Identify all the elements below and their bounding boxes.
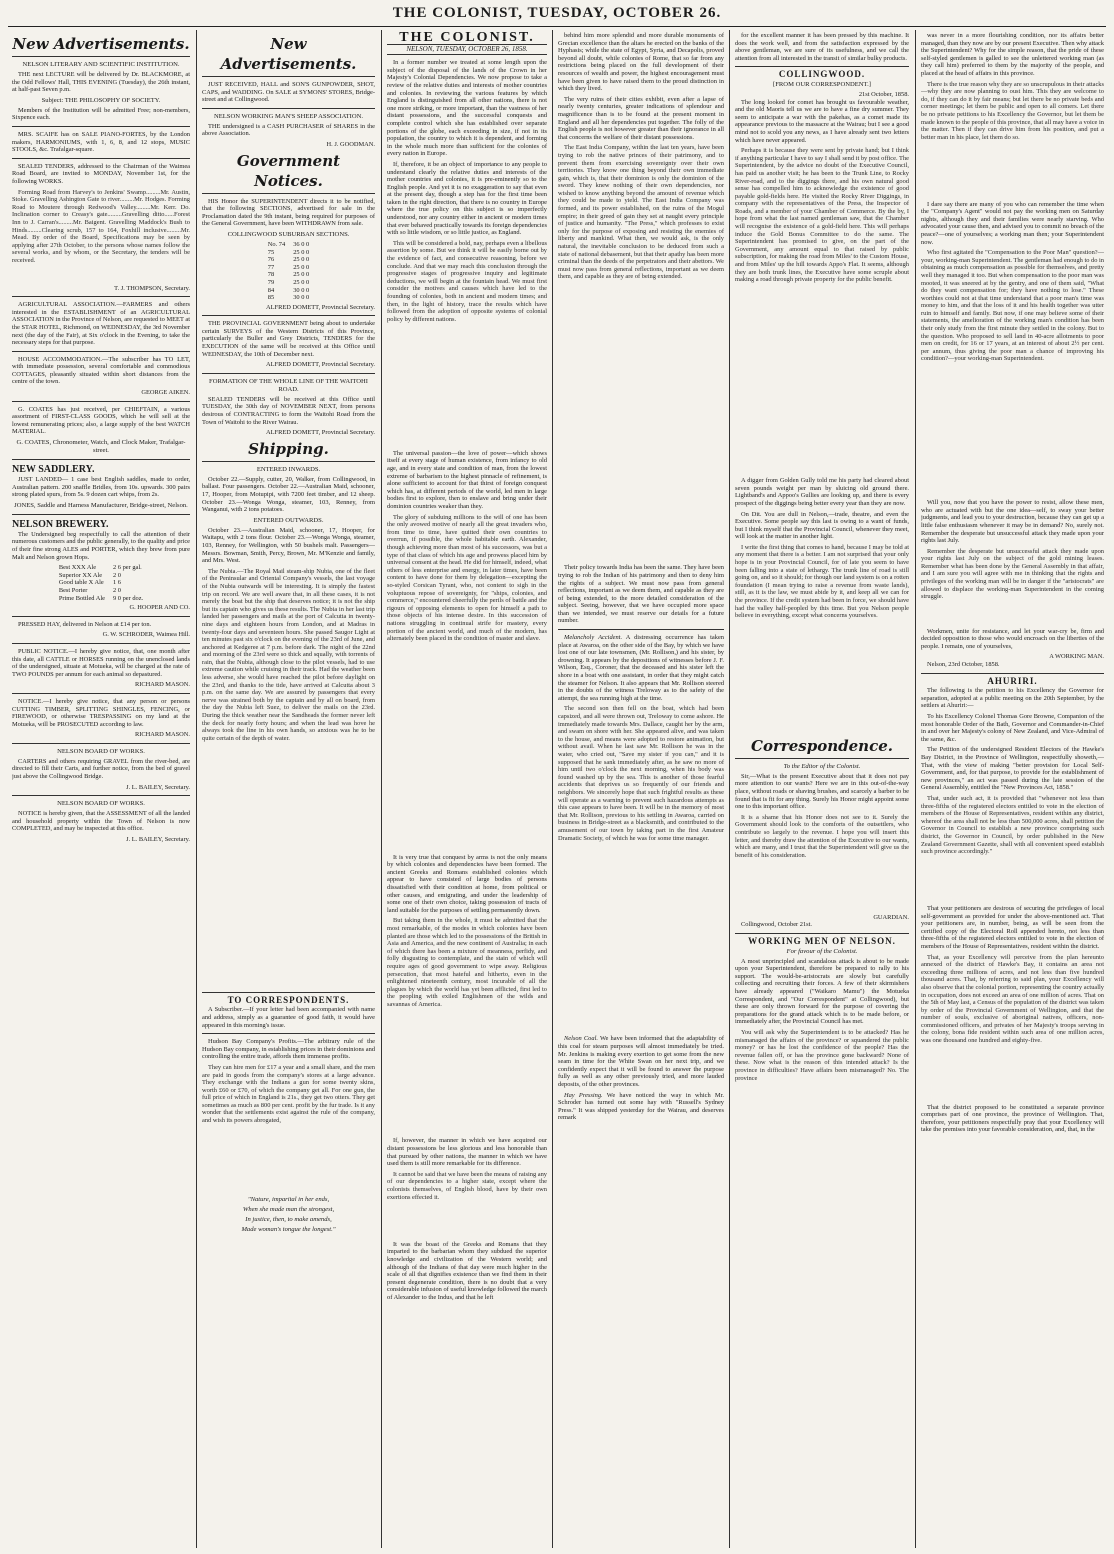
- ad-subject: Subject: THE PHILOSOPHY OF SOCIETY.: [41, 96, 161, 104]
- section-row: 76 25 0 0: [267, 256, 310, 264]
- divider: [921, 673, 1104, 674]
- ad-text: NOTICE.—I hereby give notice, that any person or persons CUTTING TIMBER, SPLITTING SHINGLES, FENCING, or FIREWOOD, or otherwise TRESPASSING on my land at the Motueka, will be PROSECUTED according to law.: [12, 697, 190, 728]
- column-rule: [915, 30, 916, 1548]
- correspondents-text: A Subscriber.—If your letter had been accompanied with name and address, simply as a guarantee of good faith, it would have appeared in this morning's issue.: [202, 1006, 375, 1029]
- filler-text: There is the true reason why they are so unscrupulous in their attacks—why they are now planning to oust him. This they are welcome to do, if they can do it by fair means; but let there be no private beds and corner meetings; let them be public and open to all comers. Let there be no private petitions to his Excellency the Governor, but let them be made known to the people of this province, that all may have a voice in the matter. Then if they can drive him from his position, and put a better man in his place, let them do so.: [921, 80, 1104, 141]
- column-5: [735, 32, 909, 1547]
- article-paragraph: To his Excellency Colonel Thomas Gore Browne, Companion of the most honorable Order of the Bath, Governor and Commander-in-Chief in and over her Majesty's colony of New Zealand, and Vice-Admiral of the same, &c.: [921, 713, 1104, 743]
- section-row: No. 74 36 0 0: [267, 240, 310, 248]
- divider: [12, 296, 190, 297]
- news-item-title: Nelson Coal.: [564, 1035, 598, 1043]
- column-2: [202, 32, 375, 1547]
- article-title: WORKING MEN OF NELSON.: [748, 936, 896, 947]
- article-paragraph: The long looked for comet has brought us favourable weather, and the old Maoris tell us we are to have a fine dry summer. They seem to anticipate a war with the pakehas, as a comet made its appearance previous to the massacre at the Wairau; but I see a good mind not to scold you any news, as I have already sent two letters which have never appeared.: [735, 98, 909, 144]
- shipping-text: October 23.—Australian Maid, schooner, 17, Hooper, for Waitapu, with 2 tons flour. October 23.—Wonga Wonga, steamer, 103, Renney, for Wellington, with 50 bushels malt. Passengers—Messrs. Bowman, Smith, Percy, Brown, Mr. M'Kenzie and family, and Mrs. West.: [202, 526, 375, 565]
- editorial-paragraph: The universal passion—the love of power—which shows itself at every stage of human existence, from infancy to old age, and in every state and condition of man, from the lowest extreme of barbarism to the highest pinnacle of refinement, is alone sufficient to account for that thirst of foreign conquest which has, at different periods of the world, led men in large bodies first to explore, then to enslave and bring under their dominion countries weaker than they.: [387, 449, 547, 510]
- article-paragraph: A digger from Golden Gully told me his party had cleared about seven pounds weight per man by sluicing old ground there. Lightband's and Appoo's Gullies are looking up, and there is every prospect of the diggings being better every year than they are now.: [735, 477, 909, 507]
- filler-text: Remember the desperate but unsuccessful attack they made upon your rights last July on the subject of the gold mining leases. Remember what has been done by the General Assembly in that affair, and I am sure you will agree with me in thinking that the rights and privileges of the working man will be in danger if the "aristocrats" are allowed to displace the working-man Superintendent in the coming struggle.: [921, 547, 1104, 601]
- ad-text: AGRICULTURAL ASSOCIATION.—FARMERS and others interested in the ESTABLISHMENT of an AGRICULTURAL ASSOCIATION in the Province of Nelson, are requested to MEET at the STAR HOTEL, Richmond, on WEDNESDAY, the 3rd November next (the day of the Fair), at Six o'clock in the Evening, to take the necessary steps for that purpose.: [12, 301, 190, 347]
- divider: [12, 643, 190, 644]
- paper-title: THE COLONIST.: [399, 32, 535, 45]
- news-item-text: for the excellent manner it has been pressed by this machine. It does the work well, and from the satisfaction expressed by the above gentleman, we are sure of its usefulness, and we call the attention from all interested in the transit of similar bulky products.: [735, 32, 909, 62]
- ad-text: PUBLIC NOTICE.—I hereby give notice, that, one month after this date, all CATTLE or HORSES running on the unenclosed lands of the undersigned, situate at Motueka, will be charged at the rate of TWO POUNDS per annum for each animal so depastured.: [12, 647, 190, 678]
- section-row: 84 30 0 0: [267, 286, 310, 294]
- ad-title: NELSON BOARD OF WORKS.: [57, 800, 145, 808]
- article-date: 21st October, 1858.: [858, 90, 909, 98]
- filler-text: I write the first thing that comes to hand, because I may be told at any moment that there is a better. I am not surprised that your only hope is in your Provincial Council, for of late you seem to have been falling into a state of lethargy. The trunk line of road is still going on, and so it should; for though our land system is on a rotten foundation (I mean trying to raise a revenue from waste lands), still, as it is the law, we must abide by it, and keep all we can for the province. If the credit system had been in force, we should have had the valley half-peopled by this time. But you Nelson people believe in everything, except what concerns yourselves.: [735, 543, 909, 620]
- ad-text: JUST RECEIVED, HALL and SON'S GUNPOWDER, SHOT, CAPS, and WADDING. On SALE at SYMONS' STORES, Bridge-street and at Collingwood.: [202, 81, 375, 104]
- price-row: Superior XX Ale 2 0: [58, 571, 121, 579]
- price-table: [55, 564, 147, 602]
- filler-text: That, under such act, it is provided that "whenever not less than three-fifths of the registered electors entitled to vote in the election of members of the House of Representatives, resident within any district, whereof the area shall not be less than 500,000 acres, shall petition the Governor in Council to establish a new province comprising such district, the Governor in Council, by order published in the New Zealand Government Gazette, shall with all convenient speed establish such province accordingly.": [921, 794, 1104, 856]
- letter-heading: To the Editor of the Colonist.: [783, 762, 861, 770]
- ad-text: THE next LECTURE will be delivered by Dr. BLACKMORE, at the Odd Fellows' Hall, THIS EVENING (Tuesday), the 26th instant, at half-past Seven p.m.: [12, 71, 190, 94]
- ad-title: NELSON BOARD OF WORKS.: [57, 747, 145, 755]
- signature: J. L. BAILEY, Secretary.: [126, 836, 190, 844]
- ad-text: Members of the Institution will be admitted Free; non-members, Sixpence each.: [12, 106, 190, 122]
- news-item-title: Hay Pressing.: [564, 1091, 603, 1099]
- column-rule: [381, 30, 382, 1548]
- price-row: Best Porter 2 0: [58, 586, 121, 594]
- price-row: Good table X Ale 1 6: [58, 579, 121, 587]
- filler-text: The East India Company, within the last ten years, have been trying to rob the native princes of their patrimony, and to prevent them from exercising sovereignty over their own territories. They know one thing beyond their own immediate gain, which is, that their dominion is only the dominion of the sword. They knew nothing of their own dependencies, nor wished to know anything beyond the amount of revenue which they could be made to yield. The East India Company was formed, and its power established, on the ruins of the Mogul empire; in their greed of gain they set at naught every principle of justice and humanity. "The Press," which professes to exist only for the purpose of exposing and resisting the enemies of liberty and mankind. What then, we would ask, is the only natural, the inevitable conclusion to be deduced from such a state of national debasement, but that their apathy has been more criminal than the deeds of the perpetrators and their abettors. We must now pass from general reflections, important as we deem them, and capable as they are of being extended.: [558, 144, 724, 281]
- ad-text: SEALED TENDERS, addressed to the Chairman of the Waimea Road Board, are invited to MONDAY, November 1st, for the following WORKS.: [12, 162, 190, 185]
- filler-text: That, as your Excellency will perceive from the plan hereunto annexed of the district of Hawke's Bay, it contains an area not exceeding three millions of acres, and not less than five hundred thousand acres. That, by referring to said plan, your Excellency will also observe that the colonial portion, representing the country actually in occupation, does not exceed an area of one million of acres. That on the 5th of May last, a Census of the population of the district was taken by order of the Provincial Government of Wellington, and that the number of souls, exclusive of aboriginal natives, officers, non-commissioned officers, and privates of her Majesty's troops serving in the colony, bona fide resident within such area of one million acres, was one thousand one hundred and eighty-five.: [921, 953, 1104, 1045]
- column-4: [558, 32, 724, 1547]
- signature: H. J. GOODMAN.: [326, 140, 375, 148]
- article-paragraph: On Dit. You are dull in Nelson,—trade, theatre, and even the Executive. Some people say this last is owing to a want of funds, but I think myself that the Provincial Council, whenever they meet, will look at the matter in another light.: [735, 510, 909, 541]
- filler-text: You will ask why the Superintendent is to be attacked? Has he mismanaged the affairs of the province? or squandered the public money? or has he lost the confidence of the people? Has the revenue fallen off, or has the province gone backward? None of these. Now what is the reason of this intended attack? Is the province in difficulties? Have affairs been mismanaged? No. The province: [735, 1028, 909, 1082]
- signature: ALFRED DOMETT, Provincial Secretary.: [266, 429, 375, 437]
- section-header: Government Notices.: [202, 151, 375, 194]
- divider: [558, 629, 724, 630]
- signature: T. J. THOMPSON, Secretary.: [114, 284, 190, 292]
- divider: [12, 616, 190, 617]
- column-rule: [729, 30, 730, 1548]
- letter-text: Workmen, unite for resistance, and let your war-cry be, firm and decided opposition to those who would encroach on the liberties of the people. I remain, one of yourselves,: [921, 627, 1104, 650]
- divider: [12, 459, 190, 460]
- column-1: [12, 32, 190, 1547]
- ad-text: HOUSE ACCOMMODATION.—The subscriber has TO LET, with immediate possession, several comfortable and commodious COTTAGES, pleasantly situated within short distances from the centre of the town.: [12, 355, 190, 386]
- divider: [202, 108, 375, 109]
- editorial-paragraph: behind him more splendid and more durable monuments of Grecian excellence than the altars he erected on the banks of the Hyphasis; while the state of Egypt, Syria, and Decapolis, proved beyond all doubt, while colonies of Rome, that so far from any restrictions being placed on the full development of their resources of wealth and power, the highest encouragement must have been given to have raised them to the proud distinction in which they lived.: [558, 32, 724, 93]
- correspondents-title: TO CORRESPONDENTS.: [227, 994, 350, 1005]
- editorial-paragraph: It was the boast of the Greeks and Romans that they imparted to the barbarian whom they subdued the superior knowledge and civilization of the Western world; and although of the Indians of that day were much higher in the scale of all that dignifies existence than we find them in their present degenerate condition, there is no doubt that a very considerable infusion of useful knowledge followed the march of Alexander to the Indus, and that he left: [387, 1240, 547, 1301]
- column-6: [921, 32, 1104, 1547]
- signature: A WORKING MAN.: [1049, 653, 1104, 661]
- ad-text: CARTERS and others requiring GRAVEL from the river-bed, are directed to fill their Carts, and further notice, from the bed of gravel just above the Collingwood Bridge.: [12, 757, 190, 781]
- signature: ALFRED DOMETT, Provincial Secretary.: [266, 303, 375, 311]
- article-paragraph: The Petition of the undersigned Resident Electors of the Hawke's Bay District, in the Province of Wellington, respectfully showeth,—That, with the view of making "better provision for Local Self-Government, and, for that purpose, to provide for the establishment of new provinces," an act was passed during the late session of the General Assembly, entitled the "New Provinces Act, 1858.": [921, 746, 1104, 792]
- signature: G. HOOPER AND CO.: [129, 604, 190, 612]
- filler-text: Perhaps it is because they were sent by private hand; but I think if anything particular I have to say I shall send it by post office. The Superintendent, by the advice no doubt of the Executive Council, has paid us another visit; he has been to the Trunk Line, to Rocky River-road, and to the diggings there, and his own natural good sense has compelled him to acknowledge the existence of good payable gold-fields here. He visited the Rocky River Diggings, in company with the representatives of the Press, the Inspector of Roads, and a member of your Chamber of Commerce. By the by, I hope from what the last named gentleman saw, that the Chamber will recognise the existence of a gold-field here. This will perhaps induce the Gold Bonus Committee to do the same. The Superintendent has promised to give, on the part of the Government, any amount equal to that raised by public subscription, for making the road from Miles' to the Custom House, and from Miles' up the hill towards Appo's Flat. It seems, although they are both trunk lines, the Executive have some scruple about making a road through private property for the public benefit.: [735, 147, 909, 284]
- news-item-text: We have been informed that the adaptability of this coal for steam purposes will almost immediately be tried. Mr. Jenkins is making every exertion to get some from the new seam in time for the White Swan on her next trip, and we confidently expect that it will be found to answer the purpose fully as well as any other previously tried, and more lauded deposits, of the other provinces.: [558, 1035, 724, 1088]
- editorial-paragraph: Their policy towards India has been the same. They have been trying to rob the Indian of his patrimony and then to deny him the rights of a subject. We must now pass from general reflections, important as we deem them, and capable as they are of being extended, to the more detailed consideration of the subject. Seeing, however, that we have occupied more space than we intended, we must reserve our details for a future number.: [558, 564, 724, 625]
- article-title: COLLINGWOOD.: [778, 69, 866, 80]
- filler-text: It cannot be said that we have been the means of raising any of our dependencies to a higher state, except where the colonists themselves, of English blood, have by their own exertions effected it.: [387, 1170, 547, 1201]
- letter-text: Sir,—What is the present Executive about that it does not pay more attention to our wants? Here we are in this out-of-the-way place, without roads or shaving brushes, and scarcely a barber to be found that is fit for any thing. Surely his Honor might appoint some one to this important office.: [735, 772, 909, 811]
- letter-date: Collingwood, October 21st.: [741, 921, 813, 929]
- ad-text: THE undersigned is a CASH PURCHASER of SHARES in the above Association.: [202, 122, 375, 138]
- column-rule: [552, 30, 553, 1548]
- ad-title: NELSON LITERARY AND SCIENTIFIC INSTITUTION.: [22, 61, 180, 68]
- divider: [735, 66, 909, 67]
- filler-text: Forming Road from Harvey's to Jenkins' Swamp.........Mr. Austin, Stoke. Gravelling Ashington Gate to river.........Mr. Hodges. Forming Road to Moutere through Redwood's Valley.........Mr. Kerr. Do. Inclination corner to Creasy's gate.........Gravelling ditto......Forest Inn to J. Carran's.........Mr. Baigent. Gravelling Maddock's Bush to Hinds.........Clearing scrub, 157 to 164, Foxhill inclusive.........Mr. Mead. By order of the Board, Specifications may be seen by applying after 27th October, to the persons whose names follow the several works, and by whom, or the Secretary, the tenders will be received.: [12, 188, 190, 264]
- notice-subtitle: COLLINGWOOD SUBURBAN SECTIONS.: [227, 230, 350, 238]
- letter-date: Nelson, 23rd October, 1858.: [927, 661, 1000, 669]
- divider: [735, 933, 909, 934]
- ad-text: PRESSED HAY, delivered in Nelson at £14 per ton.: [18, 620, 152, 628]
- article-paragraph: That your petitioners are desirous of securing the privileges of local self-government as provided for under the above-mentioned act. That your petitioners are, in number, being, as will be seen from the certified copy of the Electoral Roll appended hereto, not less than three-fifths of the registered electors entitled to vote in the election of members of the House of Representatives, resident within the district.: [921, 904, 1104, 950]
- shipping-subtitle: ENTERED OUTWARDS.: [253, 516, 324, 524]
- news-item-title: Melancholy Accident.: [564, 634, 623, 642]
- ad-title: NEW SADDLERY.: [12, 464, 95, 476]
- divider: [12, 401, 190, 402]
- ad-text: The Undersigned beg respectfully to call the attention of their numerous customers and the public generally, to the quality and price of their fine strong ALES and PORTER, which they brew from pure Malt and Nelson grown Hops.: [12, 530, 190, 561]
- divider: [202, 992, 375, 993]
- signature: G. W. SCHRODER, Waimea Hill.: [102, 631, 190, 639]
- article-text: Hudson Bay Company's Profits.—The arbitrary rule of the Hudson Bay company, in establishing prices in their dominions and controlling the entire trade, affords them immense profits.: [202, 1038, 375, 1061]
- filler-text: The glory of subduing millions to the will of one has been the only avowed motive of nearly all the great invaders who, from time to time, have quitted their own countries to overrun, if possible, the whole habitable earth. Alexander, though achieving more than most of his successors, was but a type of that class of which his age and prowess placed him by universal consent at the head. He did for himself, indeed, what others of less enterprise and energy, in later times, have been content to have done for them by delegation—excepting the so-styled Corsican Tyrant, who, not content to sigh in the voluptuous repose of sovereignty, for "ships, colonies, and commerce," encountered cheerfully the perils of battle and the rigours of opposing elements to open for himself a path to those objects of his intense desire. In this succession of nations struggling in continual strife for mastery, every portion of the ancient world, and much of the modern, has alternately been placed in the condition of master and slave.: [387, 513, 547, 643]
- notice-text: HIS Honor the SUPERINTENDENT directs it to be notified, that the following SECTIONS, advertised for sale in the Proclamation dated the 9th instant, being required for purposes of the General Government, have been WITHDRAWN from sale.: [202, 197, 375, 228]
- verse-line: In justice, then, to make amends,: [245, 1215, 332, 1223]
- notice-title: FORMATION OF THE WHOLE LINE OF THE WAITOHI ROAD.: [209, 377, 368, 393]
- filler-text: Who first agitated the "Compensation to the Poor Man" question?—your, working-man Superintendent. The gentleman had enough to do in obtaining as much compensation as possible for themselves, and pretty well they managed it too. But when compensation to the poor man was mooted, it was sneered at by the gentry, and one of them said, "What do they want compensation for; they have nothing to lose." These worthies could not at that time understand that a poor man's time was money to him, and that the loss of it and his health together was utter ruin to himself and family. But now, if one may believe some of their statements, the amelioration of the working man's condition has been their only study from the first minute they settled in the colony. But to the question. Who proposed to sell land in 40-acre allotments to poor men on credit, for 16 or 17 years, at an interest of about 2½ per cent. per annum, thus giving the poor man a chance of improving his condition?—your working-man Superintendent.: [921, 249, 1104, 363]
- letter-text: Will you, now that you have the power to resist, allow these men, who are actuated with but the one idea—self, to sway your better judgments, and lead you to your destruction, because they can get up a little false enthusiasm whenever it may be in demand? No, surely not. Remember the desperate but unsuccessful attack they made upon your rights last July.: [921, 499, 1104, 545]
- divider: [12, 126, 190, 127]
- section-header: New Advertisements.: [202, 34, 375, 77]
- filler-text: The second son then fell on the boat, which had been capsized, and all were thrown out, Treloway to come ashore. He immediately made towards Mrs. Dallace, caught her by the arm, and swam on shore with her. She appeared alive, and was taken to the house, and means were adopted to restore animation, but without avail. When he last saw Mr. Rollison he was in the water, who cried out, "Save my sister if you can," and it is supposed that he sank immediately after, as he saw no more of him until two o'clock the next morning, when his body was found washed up by the sea. This is another of those fearful accidents that deprives us so frequently of our friends and neighbors. We sincerely hope that such frightful results as these will operate as a warning to prevent such hazardous attempts as this case appears to have been. It will be in the memory of most that Mr. Rollison, previous to his settling in Awaroa, carried on business in Bridge-street as a blacksmith, and contributed to the amusement of our town by taking part in the first Amateur Dramatic Society, of which he was for some time manager.: [558, 705, 724, 842]
- section-header: New Advertisements.: [12, 34, 190, 57]
- signature: G. COATES, Chronometer, Watch, and Clock Maker, Trafalgar-street.: [16, 439, 186, 455]
- ad-text: NOTICE is hereby given, that the ASSESSMENT of all the landed and household property within the Town of Nelson is now COMPLETED, and may be inspected at this office.: [12, 810, 190, 833]
- signature: RICHARD MASON.: [134, 731, 190, 739]
- divider: [12, 158, 190, 159]
- article-subtitle: For favour of the Colonist.: [786, 947, 858, 955]
- divider: [202, 315, 375, 316]
- dateline: NELSON, TUESDAY, OCTOBER 26, 1858.: [387, 44, 547, 56]
- section-header: Correspondence.: [735, 736, 909, 759]
- filler-text: It is a shame that his Honor does not see to it. Surely the Government should look to the comforts of the outsettlers, who contribute so largely to the revenue. I hope you will insert this letter, and thereby draw the attention of the Executive to our wants, which are many, and I trust that the Superintendent will give us the benefit of his consideration.: [735, 813, 909, 859]
- filler-text: The Nubia.—The Royal Mail steam-ship Nubia, one of the fleet of the Peninsular and Oriental Company's vessels, the last voyage of the Nubia outwards will be interesting. It is simply the fastest trip on record. We are well aware that, in all these cases, it is not merely the boat but the ship that deserves notice; it is not the ship but its captain who gives us these results. The Nubia in her last trip landed her passengers and mails at the port of Calcutta in twenty-nine days and eighteen hours from London, and at Madras in twenty-four days and seventeen hours. She passed Saugor Light at ten minutes past six o'clock on the evening of the 23rd of June, and anchored at Kedgeree at 7 p.m. before dark. The night of the 22nd and morning of the 23rd were so thick and squally, with torrents of rain, that the Nubia, although close to the pilot vessels, had to use extreme caution while cruising in their track. Had the weather been less adverse, she would have reached the pilot before daylight on the 23rd, and thanks to the tide, have arrived at Calcutta about 3 p.m. on the same day. We are assured by passengers that every nerve was strained both by the captain and by all on board, from the day the Nubia left Suez, to deliver the mails on the 23rd. During the thick weather near the Sandheads the former never left the deck for nearly forty hours; and when the lead was hove he always took the line in his own hands, so anxious was he to be quite certain of the depth of water.: [202, 567, 375, 742]
- shipping-text: October 22.—Supply, cutter, 20, Walker, from Collingwood, in ballast. Four passengers. October 22.—Australian Maid, schooner, 17, Hooper, from Motupipi, with 7200 feet timber, and 12 sheep. October 23.—Wonga Wonga, steamer, 103, Renney, from Wanganui, with 2 tons potatoes.: [202, 475, 375, 514]
- letter-text: A most unprincipled and scandalous attack is about to be made upon your Superintendent, therefore be prepared to rally to his support. The would-be-aristocrats are slowly but carefully collecting and recruiting their forces. A few of their skirmishers have already appeared ("Waikaro Mamu") the Motueka Correspondent, and "Our Correspondent" at Collingwood), but these are only thrown forward for the purpose of covering the preparations for the grand attack which is to be made before, or immediately after, the Provincial Council has met.: [735, 957, 909, 1026]
- article-paragraph: The following is the petition to his Excellency the Governor for separation, adopted at a public meeting on the 20th September, by the settlers at Ahuriri:—: [921, 687, 1104, 710]
- filler-text: This will be considered a bold, nay, perhaps even a libellous assertion by some. But we think it will be easily borne out by the evidence of fact, and consecutive reasoning, before we conclude. And that we may reach this conclusion through the progressive stages of progressive inquiry and legitimate deductions, we will begin at the fountain head. We must first consider the motives and causes which have led to the founding of colonies, both in ancient and modern times; and then, in the light of history, trace the results which have followed from the adoption of opposite systems of colonial policy by different nations.: [387, 239, 547, 323]
- article-subtitle: [FROM OUR CORRESPONDENT.]: [773, 80, 871, 88]
- divider: [12, 351, 190, 352]
- verse-line: When she made man the strongest,: [242, 1205, 335, 1213]
- signature: ALFRED DOMETT, Provincial Secretary.: [266, 361, 375, 369]
- sections-table: [264, 241, 313, 302]
- section-row: 85 30 0 0: [267, 294, 310, 302]
- column-3: [387, 32, 547, 1547]
- divider: [12, 743, 190, 744]
- filler-text: They can hire men for £17 a year and a small share, and the men are paid in goods from the company's stores at a large advance. They exchange with the Indians a gun for some twenty skins, worth £60 or £70, of which the company get all. For one gun, the full price of which in England is 21s., they get two otters. They get sometimes as much as 800 per cent. profit by the fur trade. Is it any wonder that the settlements exist against the rule of the company, and wish its powers abrogated,: [202, 1063, 375, 1125]
- news-item-text: A distressing occurrence has taken place at Awaroa, on the other side of the Bay, by which we have lost one of our late townsmen, (Mr. Rollison,) and his sister, by drowning. It appears by the depositions of witnesses before J. F. Wilson, Esq., Coroner, that the deceased and his sister left the shore in a boat with one assistant, in order that they might catch the steamer for Nelson. It also appears that Mr. Rollison steered in the doubts of the witness Treloway as to the safety of the attempt, the sea running high at the time.: [558, 634, 724, 702]
- ad-title: NELSON BREWERY.: [12, 518, 109, 530]
- ad-text: MRS. SCAIFE has on SALE PIANO-FORTES, by the London makers, HARMONIUMS, with 1, 6, 8, and 12 stops, MUSIC STOOLS, &c. Trafalgar-square.: [12, 130, 190, 154]
- ad-text: G. COATES has just received, per CHIEFTAIN, a various assortment of FIRST-CLASS GOODS, which he will sell at the lowest remunerating prices; also, a large supply of the best WATCH MATERIAL.: [12, 405, 190, 436]
- ad-title: NELSON WORKING MAN'S SHEEP ASSOCIATION.: [213, 112, 363, 120]
- verse-line: Made woman's tongue the longest.": [241, 1225, 336, 1233]
- masthead-rule: [8, 26, 1106, 27]
- divider: [202, 1033, 375, 1034]
- editorial-paragraph: In a former number we treated at some length upon the subject of the disposal of the lands of the Crown in her Majesty's Colonial Dependencies. We now propose to take a review of the relative duties and interests of mother countries and colonies. In reviewing the various features by which England is distinguished from all other nations, there is not one more striking, or more important, than the vastness of her distant possessions, and the successful conquests and complete control which she has established over separate portions of the globe, each exceeding in size, if not in its population, the country to which it is dependent, and forming in the whole much more than sufficient for the colonies of every nation in Europe.: [387, 59, 547, 158]
- editorial-paragraph: It is very true that conquest by arms is not the only means by which colonies and dependencies have been formed. The ancient Greeks and Romans established colonies which appear to have consisted of large bodies of persons dissatisfied with their condition at home, from political or other causes, and emigrating, and under the leadership of some one of their own choice, taking possession of tracts of land suitable for the purposes of settling permanently down.: [387, 853, 547, 914]
- letter-text: I dare say there are many of you who can remember the time when the "Company's Agent" would not pay the working men on Saturday nights, although they and their families were nearly starving. Who advocated your cause then, and advised you to commit no breach of the peace?—one of yourselves; a working man then; your Superintendent now.: [921, 200, 1104, 246]
- notice-text: SEALED TENDERS will be received at this Office until TUESDAY, the 30th day of NOVEMBER NEXT, from persons desirous of CONTRACTING to form the Waitohi Road from the Town of Waitohi to the River Wairau.: [202, 395, 375, 426]
- masthead: THE COLONIST, TUESDAY, OCTOBER 26.: [392, 5, 722, 21]
- shipping-subtitle: ENTERED INWARDS.: [256, 465, 321, 473]
- price-row: Prime Bottled Ale 9 0 per doz.: [58, 594, 144, 602]
- section-row: 75 25 0 0: [267, 248, 310, 256]
- section-row: 78 25 0 0: [267, 271, 310, 279]
- divider: [12, 693, 190, 694]
- article-paragraph: That the district proposed to be constituted a separate province comprises part of one province, the province of Wellington. That, therefore, your petitioners respectfully pray that your Excellency will take the premises into your favorable consideration, and, that, in the: [921, 1103, 1104, 1134]
- letter-text: was never in a more flourishing condition, nor its affairs better managed, than they now are by our present Executive. Then why attack the Superintendent? Why for the simple reason, that the pride of these self-styled gentlemen is galled to see the unlettered working man (as they call him) preferred to them by the majority of the people, and placed at the head of affairs in this province.: [921, 32, 1104, 77]
- signature: GUARDIAN.: [873, 913, 909, 921]
- filler-text: But taking them in the whole, it must be admitted that the most remarkable, of the modes in which colonies have been planted are those which led to the possessions of the British in Asia and America, and the new continent of Australia; in each of which there has been a mixture of meanness, perfidy, and folly disgusting to contemplate, and the stain of which will require ages of good government to wipe away. Religious persecution, that most hateful and hitherto, even in the enlightened nineteenth century, most incurable of all the plagues by which the world has yet been afflicted, first led to the peopling with exiled Englishmen of the wilds and savannas of America.: [387, 917, 547, 1008]
- price-row: Best XXX Ale 2 6 per gal.: [58, 564, 142, 572]
- divider: [202, 373, 375, 374]
- news-item: [558, 1035, 724, 1088]
- editorial-paragraph: The very ruins of their cities exhibit, even after a lapse of nearly twenty centuries, greater indications of splendour and magnificence than is to be found at the present moment in England and all her dependencies put together. The folly of the English people is not however greater than their ignorance in all that concerns the welfare of their distant possessions.: [558, 95, 724, 141]
- editorial-paragraph: If, however, the manner in which we have acquired our distant possessions be less glorious and less honorable than that pursued by other nations, the manner in which we have used them is still more remarkable for its difference.: [387, 1137, 547, 1168]
- news-item-text: We have noticed the way in which Mr. Schroder has turned out some hay with "Russell's Sydney Press." It was shipped yesterday for the Wairau, and deserves remark: [558, 1091, 724, 1122]
- verse-line: "Nature, imparital in her ends,: [247, 1195, 330, 1203]
- section-row: 79 25 0 0: [267, 278, 310, 286]
- divider: [12, 514, 190, 515]
- notice-text: THE PROVINCIAL GOVERNMENT being about to undertake certain SURVEYS of the Western Districts of this Province, particularly the Buller and Grey Districts, TENDERS for the EXECUTION of the same will be received at this Office until WEDNESDAY, the 10th of December next.: [202, 320, 375, 358]
- section-header: Shipping.: [202, 439, 375, 462]
- divider: [12, 795, 190, 796]
- column-rule: [196, 30, 197, 1548]
- section-row: 77 25 0 0: [267, 263, 310, 271]
- signature: JONES, Saddle and Harness Manufacturer, Bridge-street, Nelson.: [14, 501, 188, 509]
- signature: GEORGE AIKEN.: [141, 389, 190, 397]
- news-item: [558, 634, 724, 702]
- signature: RICHARD MASON.: [134, 681, 190, 689]
- news-item: [558, 1092, 724, 1122]
- editorial-paragraph: If, therefore, it be an object of importance to any people to understand clearly the relative duties and interests of the mother countries and colonies, it is pre-eminently so to the English people. And yet it is no exaggeration to say that even at the present day, though a step has for the first time been taken in the right direction, that there is no country in Europe where the true policy on this subject is so imperfectly understood, nor any country either in ancient or modern times that ever behaved practically towards its foreign dependencies with so little wisdom, or so little justice, as England.: [387, 160, 547, 237]
- ad-text: JUST LANDED— 1 case best English saddles, made to order, Australian pattern. 200 snaffle Bridles, from 10s. upwards. 300 pairs strong plated spurs, from 5s. 9 dozen cart whips, from 2s.: [12, 476, 190, 499]
- article-title: AHURIRI.: [987, 675, 1038, 686]
- signature: J. L. BAILEY, Secretary.: [126, 783, 190, 791]
